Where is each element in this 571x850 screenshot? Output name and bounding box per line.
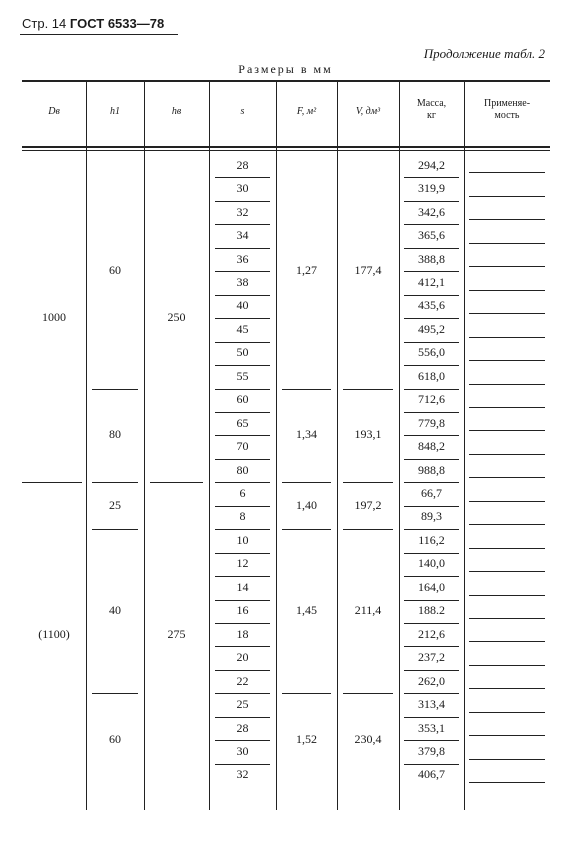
mass-value: 435,6 xyxy=(418,298,445,313)
s-value: 6 xyxy=(239,486,246,501)
row-rule xyxy=(469,313,545,314)
row-rule xyxy=(215,177,270,178)
standard-number: ГОСТ 6533—78 xyxy=(69,16,165,31)
row-rule xyxy=(404,435,459,436)
column-rule xyxy=(276,80,277,810)
row-rule xyxy=(404,623,459,624)
row-rule xyxy=(215,435,270,436)
row-rule xyxy=(215,506,270,507)
row-rule xyxy=(469,360,545,361)
column-rule xyxy=(337,80,338,810)
s-value: 18 xyxy=(236,626,249,641)
row-rule xyxy=(404,389,459,390)
mass-value: 618,0 xyxy=(418,368,445,383)
row-rule xyxy=(469,196,545,197)
mass-value: 388,8 xyxy=(418,251,445,266)
header-h1: h1 xyxy=(110,106,120,117)
header-double-rule xyxy=(22,150,550,151)
hv-value: 275 xyxy=(167,626,186,641)
row-rule xyxy=(469,477,545,478)
mass-value: 379,8 xyxy=(418,743,445,758)
row-rule xyxy=(215,365,270,366)
row-rule xyxy=(469,688,545,689)
row-rule xyxy=(469,219,545,220)
continuation-label: Продолжение табл. 2 xyxy=(423,46,545,61)
row-rule xyxy=(404,764,459,765)
s-value: 30 xyxy=(236,743,249,758)
row-rule xyxy=(215,740,270,741)
row-rule xyxy=(469,548,545,549)
row-rule xyxy=(404,295,459,296)
row-rule xyxy=(215,553,270,554)
row-rule xyxy=(404,365,459,366)
area-value: 1,52 xyxy=(296,732,317,747)
s-value: 32 xyxy=(236,204,249,219)
row-rule xyxy=(215,764,270,765)
row-rule xyxy=(469,290,545,291)
mass-value: 988,8 xyxy=(418,462,445,477)
row-rule xyxy=(404,482,459,483)
group-rule xyxy=(22,482,82,483)
area-value: 1,27 xyxy=(296,263,317,278)
diameter-value: 1000 xyxy=(42,310,66,325)
row-rule xyxy=(469,172,545,173)
row-rule xyxy=(215,201,270,202)
h1-value: 60 xyxy=(109,732,121,747)
row-rule xyxy=(469,524,545,525)
row-rule xyxy=(469,595,545,596)
row-rule xyxy=(469,571,545,572)
s-value: 28 xyxy=(236,720,249,735)
header-s: s xyxy=(240,106,245,117)
mass-value: 262,0 xyxy=(418,673,445,688)
row-rule xyxy=(404,693,459,694)
row-rule xyxy=(469,454,545,455)
row-rule xyxy=(469,337,545,338)
row-rule xyxy=(469,501,545,502)
row-rule xyxy=(215,459,270,460)
row-rule xyxy=(404,529,459,530)
row-rule xyxy=(404,342,459,343)
mass-value: 313,4 xyxy=(418,697,445,712)
volume-value: 193,1 xyxy=(354,427,382,442)
mass-value: 412,1 xyxy=(418,274,445,289)
s-value: 16 xyxy=(236,603,249,618)
header-f: F, м² xyxy=(296,106,317,117)
subgroup-rule xyxy=(92,693,138,694)
dimensions-table xyxy=(22,80,550,810)
subgroup-rule xyxy=(92,389,138,390)
row-rule xyxy=(469,782,545,783)
s-value: 20 xyxy=(236,650,249,665)
row-rule xyxy=(469,243,545,244)
header-hv: hв xyxy=(171,106,182,117)
row-rule xyxy=(469,618,545,619)
h1-value: 80 xyxy=(109,427,121,442)
volume-value: 211,4 xyxy=(354,603,382,618)
h1-value: 25 xyxy=(109,497,121,512)
mass-value: 212,6 xyxy=(418,626,445,641)
mass-value: 556,0 xyxy=(418,345,445,360)
mass-value: 237,2 xyxy=(418,650,445,665)
row-rule xyxy=(215,717,270,718)
row-rule xyxy=(215,318,270,319)
mass-value: 495,2 xyxy=(418,321,445,336)
mass-value: 406,7 xyxy=(418,767,445,782)
column-rule xyxy=(144,80,145,810)
s-value: 22 xyxy=(236,673,249,688)
mass-value: 365,6 xyxy=(418,228,445,243)
row-rule xyxy=(469,712,545,713)
row-rule xyxy=(404,506,459,507)
row-rule xyxy=(469,266,545,267)
mass-value: 116,2 xyxy=(418,532,445,547)
row-rule xyxy=(404,248,459,249)
s-value: 25 xyxy=(236,697,249,712)
row-rule xyxy=(404,177,459,178)
s-value: 12 xyxy=(236,556,249,571)
mass-value: 66,7 xyxy=(421,486,442,501)
header-v: V, дм³ xyxy=(355,106,381,117)
area-value: 1,45 xyxy=(296,603,317,618)
s-value: 38 xyxy=(236,274,249,289)
row-rule xyxy=(404,670,459,671)
mass-value: 712,6 xyxy=(418,392,445,407)
mass-value: 342,6 xyxy=(418,204,445,219)
row-rule xyxy=(469,735,545,736)
s-value: 40 xyxy=(236,298,249,313)
s-value: 8 xyxy=(239,509,246,524)
s-value: 34 xyxy=(236,228,249,243)
row-rule xyxy=(404,646,459,647)
header-rule xyxy=(20,34,178,35)
row-rule xyxy=(469,665,545,666)
s-value: 45 xyxy=(236,321,249,336)
row-rule xyxy=(215,576,270,577)
row-rule xyxy=(215,389,270,390)
page-number: Стр. 14 xyxy=(22,16,67,31)
row-rule xyxy=(469,641,545,642)
row-rule xyxy=(215,224,270,225)
hv-value: 250 xyxy=(167,310,186,325)
row-rule xyxy=(404,271,459,272)
row-rule xyxy=(404,740,459,741)
s-value: 28 xyxy=(236,157,249,172)
group-rule xyxy=(150,482,203,483)
row-rule xyxy=(404,600,459,601)
s-value: 36 xyxy=(236,251,249,266)
subgroup-rule xyxy=(282,693,331,694)
row-rule xyxy=(404,412,459,413)
subgroup-rule xyxy=(343,529,393,530)
area-value: 1,40 xyxy=(296,497,317,512)
row-rule xyxy=(404,553,459,554)
h1-value: 40 xyxy=(109,603,121,618)
mass-value: 779,8 xyxy=(418,415,445,430)
column-rule xyxy=(464,80,465,810)
subgroup-rule xyxy=(92,529,138,530)
row-rule xyxy=(215,623,270,624)
s-value: 60 xyxy=(236,392,249,407)
mass-value: 319,9 xyxy=(418,181,445,196)
column-rule xyxy=(86,80,87,810)
mass-value: 188.2 xyxy=(418,603,445,618)
subgroup-rule xyxy=(282,389,331,390)
subgroup-rule xyxy=(282,529,331,530)
volume-value: 230,4 xyxy=(354,732,382,747)
dimensions-caption: Размеры в мм xyxy=(238,62,333,76)
row-rule xyxy=(469,759,545,760)
s-value: 30 xyxy=(236,181,249,196)
mass-value: 848,2 xyxy=(418,439,445,454)
row-rule xyxy=(215,342,270,343)
subgroup-rule xyxy=(92,482,138,483)
row-rule xyxy=(469,407,545,408)
volume-value: 177,4 xyxy=(354,263,382,278)
row-rule xyxy=(215,693,270,694)
row-rule xyxy=(215,482,270,483)
volume-value: 197,2 xyxy=(354,497,382,512)
diameter-value: (1100) xyxy=(38,626,70,641)
row-rule xyxy=(215,412,270,413)
row-rule xyxy=(404,318,459,319)
table-top-rule xyxy=(22,80,550,82)
row-rule xyxy=(404,224,459,225)
mass-value: 164,0 xyxy=(418,579,445,594)
header-use: Применяе- мость xyxy=(483,98,531,121)
s-value: 14 xyxy=(236,579,249,594)
mass-value: 89,3 xyxy=(421,509,442,524)
s-value: 70 xyxy=(236,439,249,454)
row-rule xyxy=(404,459,459,460)
header-mass: Масса, кг xyxy=(416,98,447,121)
row-rule xyxy=(215,248,270,249)
s-value: 10 xyxy=(236,532,249,547)
row-rule xyxy=(215,646,270,647)
header-bottom-rule xyxy=(22,146,550,148)
s-value: 65 xyxy=(236,415,249,430)
s-value: 50 xyxy=(236,345,249,360)
subgroup-rule xyxy=(343,693,393,694)
row-rule xyxy=(404,576,459,577)
mass-value: 140,0 xyxy=(418,556,445,571)
s-value: 55 xyxy=(236,368,249,383)
mass-value: 294,2 xyxy=(418,157,445,172)
mass-value: 353,1 xyxy=(418,720,445,735)
row-rule xyxy=(215,295,270,296)
row-rule xyxy=(215,529,270,530)
row-rule xyxy=(404,717,459,718)
s-value: 80 xyxy=(236,462,249,477)
s-value: 32 xyxy=(236,767,249,782)
subgroup-rule xyxy=(282,482,331,483)
row-rule xyxy=(469,430,545,431)
row-rule xyxy=(215,271,270,272)
subgroup-rule xyxy=(343,482,393,483)
subgroup-rule xyxy=(343,389,393,390)
h1-value: 60 xyxy=(109,263,121,278)
area-value: 1,34 xyxy=(296,427,317,442)
page-header xyxy=(22,16,164,31)
row-rule xyxy=(469,384,545,385)
header-d: Dв xyxy=(48,106,60,117)
row-rule xyxy=(215,670,270,671)
row-rule xyxy=(215,600,270,601)
row-rule xyxy=(404,201,459,202)
